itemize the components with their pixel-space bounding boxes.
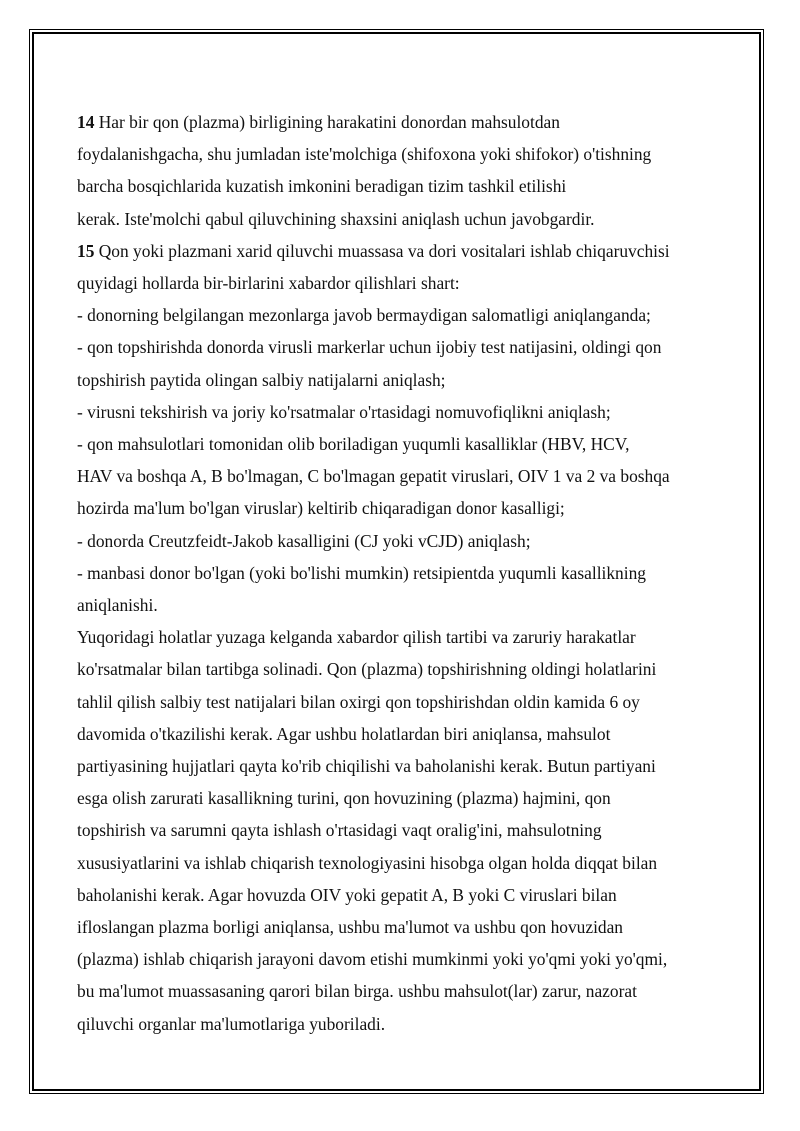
text-line xyxy=(77,879,737,911)
text-line xyxy=(77,621,737,653)
line-text: - qon mahsulotlari tomonidan olib boriladigan yuqumli kasalliklar (HBV, HCV, xyxy=(77,434,630,455)
text-line xyxy=(77,943,737,975)
line-text: - virusni tekshirish va joriy ko'rsatmalar o'rtasidagi nomuvofiqlikni aniqlash; xyxy=(77,401,611,422)
text-line xyxy=(77,718,737,750)
paragraph-number: 15 xyxy=(77,240,95,261)
line-text: Har bir qon (plazma) birligining harakatini donordan mahsulotdan xyxy=(94,112,560,132)
line-text: (plazma) ishlab chiqarish jarayoni davom etishi mumkinmi yoki yo'qmi yoki yo'qmi, xyxy=(77,949,668,970)
line-text: barcha bosqichlarida kuzatish imkonini beradigan tizim tashkil etilishi xyxy=(77,176,567,197)
text-line xyxy=(77,557,737,589)
line-text: partiyasining hujjatlari qayta ko'rib chiqilishi va baholanishi kerak. Butun partiyani xyxy=(77,756,656,777)
text-line xyxy=(77,364,737,396)
line-text: qiluvchi organlar ma'lumotlariga yuboriladi. xyxy=(77,1013,386,1034)
text-line xyxy=(77,203,737,235)
text-line xyxy=(77,138,737,170)
line-text: bu ma'lumot muassasaning qarori bilan birga. ushbu mahsulot(lar) zarur, nazorat xyxy=(77,981,637,1002)
line-text: - manbasi donor bo'lgan (yoki bo'lishi mumkin) retsipientda yuqumli kasallikning xyxy=(77,562,646,583)
text-line xyxy=(77,1008,737,1040)
text-line xyxy=(77,525,737,557)
text-line xyxy=(77,782,737,814)
line-text: aniqlanishi. xyxy=(77,595,158,616)
text-line xyxy=(77,653,737,685)
paragraph-number: 14 xyxy=(77,112,95,132)
line-text: topshirish paytida olingan salbiy natijalarni aniqlash; xyxy=(77,369,446,390)
text-line xyxy=(77,428,737,460)
text-line xyxy=(77,331,737,363)
line-text: ifloslangan plazma borligi aniqlansa, ushbu ma'lumot va ushbu qon hovuzidan xyxy=(77,917,624,938)
line-text: - donorning belgilangan mezonlarga javob bermaydigan salomatligi aniqlanganda; xyxy=(77,305,651,326)
line-text: quyidagi hollarda bir-birlarini xabardor qilishlari shart: xyxy=(77,273,460,294)
text-line xyxy=(77,847,737,879)
line-text: tahlil qilish salbiy test natijalari bilan oxirgi qon topshirishdan oldin kamida 6 oy xyxy=(77,691,640,712)
line-text: - qon topshirishda donorda virusli markerlar uchun ijobiy test natijasini, oldingi qon xyxy=(77,337,662,358)
line-text: foydalanishgacha, shu jumladan iste'molchiga (shifoxona yoki shifokor) o'tishning xyxy=(77,144,652,165)
text-line xyxy=(77,396,737,428)
document-body xyxy=(77,106,737,1040)
text-line xyxy=(77,170,737,202)
line-text: Qon yoki plazmani xarid qiluvchi muassasa va dori vositalari ishlab chiqaruvchisi xyxy=(94,240,670,261)
text-line xyxy=(77,911,737,943)
line-text: topshirish va sarumni qayta ishlash o'rtasidagi vaqt oralig'ini, mahsulotning xyxy=(77,820,602,841)
line-text: davomida o'tkazilishi kerak. Agar ushbu holatlardan biri aniqlansa, mahsulot xyxy=(77,723,611,744)
line-text: esga olish zarurati kasallikning turini, qon hovuzining (plazma) hajmini, qon xyxy=(77,788,611,809)
text-line xyxy=(77,267,737,299)
line-text: xususiyatlarini va ishlab chiqarish texnologiyasini hisobga olgan holda diqqat bilan xyxy=(77,852,658,873)
line-text: Yuqoridagi holatlar yuzaga kelganda xabardor qilish tartibi va zaruriy harakatlar xyxy=(77,627,636,648)
text-line xyxy=(77,686,737,718)
text-line xyxy=(77,460,737,492)
text-line xyxy=(77,589,737,621)
line-text: ko'rsatmalar bilan tartibga solinadi. Qon (plazma) topshirishning oldingi holatlarini xyxy=(77,659,657,680)
text-line xyxy=(77,235,737,267)
text-line xyxy=(77,814,737,846)
line-text: HAV va boshqa A, B bo'lmagan, C bo'lmagan gepatit viruslari, OIV 1 va 2 va boshqa xyxy=(77,466,670,487)
text-line xyxy=(77,492,737,524)
text-line xyxy=(77,975,737,1007)
line-text: - donorda Creutzfeidt-Jakob kasalligini (CJ yoki vCJD) aniqlash; xyxy=(77,530,531,551)
text-line xyxy=(77,299,737,331)
text-line xyxy=(77,106,737,138)
text-line xyxy=(77,750,737,782)
line-text: hozirda ma'lum bo'lgan viruslar) keltirib chiqaradigan donor kasalligi; xyxy=(77,498,565,519)
line-text: kerak. Iste'molchi qabul qiluvchining shaxsini aniqlash uchun javobgardir. xyxy=(77,208,595,229)
line-text: baholanishi kerak. Agar hovuzda OIV yoki gepatit A, B yoki C viruslari bilan xyxy=(77,884,617,905)
